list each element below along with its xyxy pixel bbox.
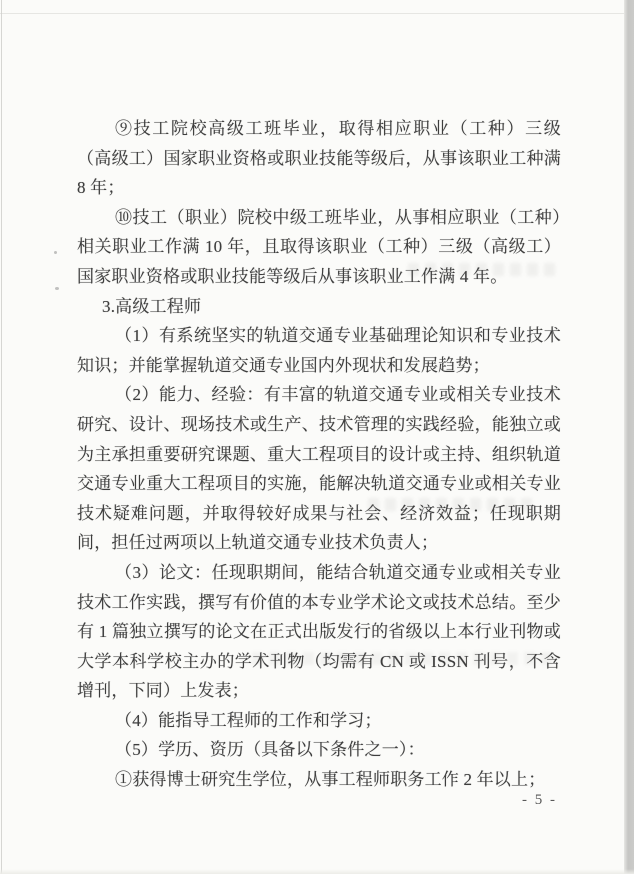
page-number: - 5 -	[522, 792, 557, 808]
document-body-text	[77, 114, 561, 795]
scan-artifact-right-edge	[624, 0, 634, 874]
section-heading: 3.高级工程师	[102, 296, 202, 316]
scan-artifact-bottom-edge	[0, 869, 634, 874]
paragraph: （4）能指导工程师的工作和学习；	[115, 710, 382, 730]
paragraph: （2）能力、经验：有丰富的轨道交通专业或相关专业技术研究、设计、现场技术或生产、技术管理的实践经验，能独立或为主承担重要研究课题、重大工程项目的设计或主持、组织轨道交通专业重大工程项目的实施，能解决轨道交通专业或相关专业技术疑难问题，并取得较好成果与社会、经济效益；任现职期间，担任过两项以上轨道交通专业技术负责人；	[77, 385, 561, 553]
scan-artifact-top-line	[0, 13, 634, 14]
paragraph: （3）论文：任现职期间，能结合轨道交通专业或相关专业技术工作实践，撰写有价值的本专业学术论文或技术总结。至少有 1 篇独立撰写的论文在正式出版发行的省级以上本行业刊物或大学本科学校主办的学术刊物（均需有 CN 或 ISSN 刊号，不含增刊，下同）上发表；	[77, 562, 561, 701]
paragraph: （1）有系统坚实的轨道交通专业基础理论知识和专业技术知识；并能掌握轨道交通专业国内外现状和发展趋势；	[77, 326, 561, 375]
paragraph: ①获得博士研究生学位，从事工程师职务工作 2 年以上；	[115, 770, 546, 790]
ink-speck	[55, 287, 59, 290]
scan-artifact-left-edge	[1, 0, 2, 874]
paragraph: （5）学历、资历（具备以下条件之一）：	[115, 740, 425, 760]
paragraph: ⑨技工院校高级工班毕业，取得相应职业（工种）三级（高级工）国家职业资格或职业技能等级后，从事该职业工种满 8 年；	[77, 119, 561, 198]
ink-speck	[54, 251, 57, 254]
paragraph: ⑩技工（职业）院校中级工班毕业，从事相应职业（工种）相关职业工作满 10 年，且取得该职业（工种）三级（高级工）国家职业资格或职业技能等级后从事该职业工作满 4 年。	[77, 207, 561, 286]
